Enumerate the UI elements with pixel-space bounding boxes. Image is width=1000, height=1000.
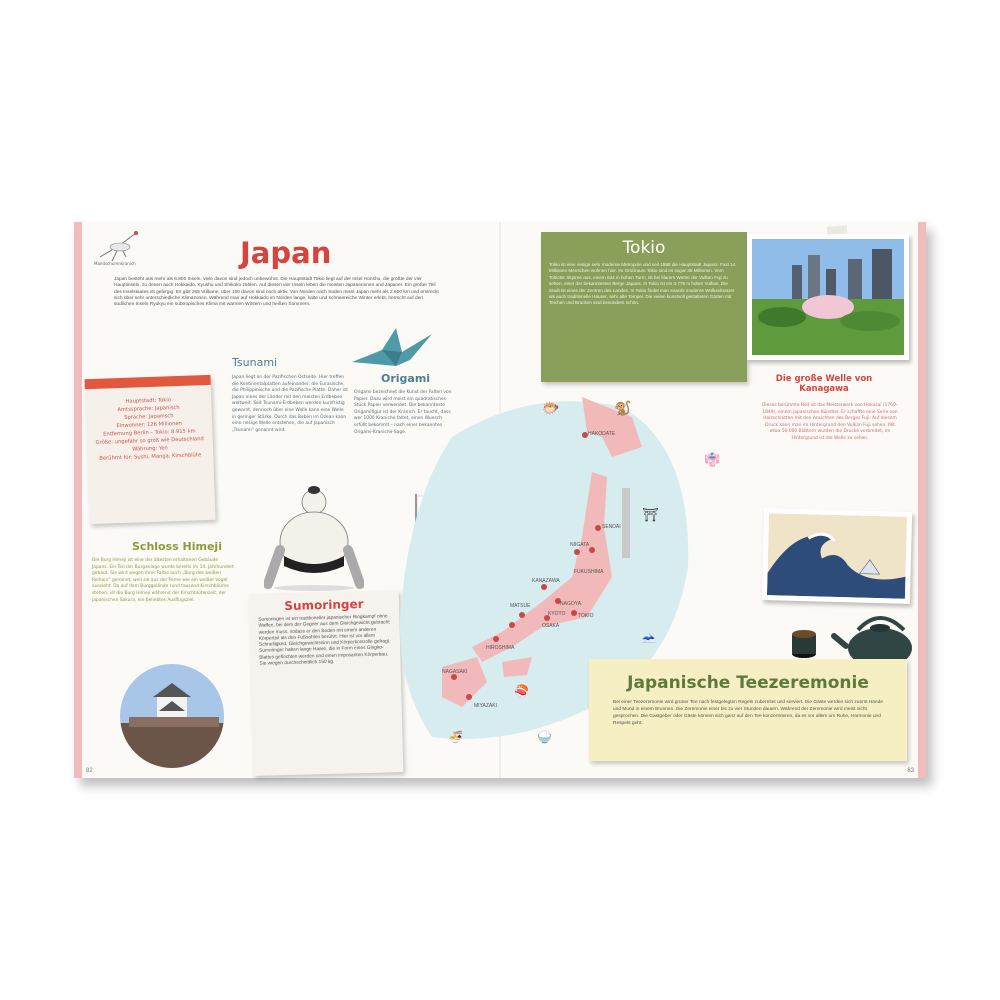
tea-text: Bei einer Teezeremonie wird grüner Tee nach festgelegten Regeln zubereitet und serviert. Die Gäste werden sich zuerst Hände und Mund in einem Brunnen. Die Zeremonie einer bis zu vier Stunden dauern. Während der Zeremonie wird meist nicht gesprochen. Die Gastgeber oder Gäste können sich ganz auf den Tee konzentrieren, da es vor allem um Ruhe, Harmonie und Respekt geht. bbox=[613, 700, 883, 726]
tsunami-title: Tsunami bbox=[232, 356, 278, 369]
intro-text: Japan besteht aus mehr als 6.800 Inseln, viele davon sind jedoch unbewohnt. Die Hauptstadt Tokio liegt auf der Insel Honshu, die größte der vier Hauptinseln, zu denen auch Hokkaido, Kyushu und Shikoku zählen. Auf diesen vier Inseln leben die meisten Japanerinnen und Japaner. Ein großer Teil des Inselstaates ist gebirgig. Es gibt 265 Vulkane, über 100 davon sind noch aktiv. Von Norden nach Süden misst Japan mehr als 2.600 km und erstreckt sich über sehr unterschiedliche Klimazonen. Während man auf Hokkaido im Norden lange, kalte und schneereiche Winter erlebt, herrscht auf den südlichen Inseln Ryukyu ein subtropisches Klima mit warmen Wintern und heißen Sommern. bbox=[114, 277, 439, 308]
origami-crane-icon bbox=[350, 322, 436, 374]
fact-card bbox=[85, 375, 216, 524]
origami-title: Origami bbox=[381, 372, 431, 385]
page-number-right: 83 bbox=[907, 768, 914, 774]
wave-text: Dieses berühmte Bild ist das Meisterwerk von Hokusai (1760–1849), einem japanischen Künstler. Er schaffte eine Serie von Holzschnitten mit den Ansichten des Berges Fuji. Auf diesem Druck kann man im Hintergrund den Vulkan Fuji sehen. Mit etwa 50.000 Blättern wurden die Drucke verbreitet, im Hintergrund ist die Welle zu sehen. bbox=[762, 403, 898, 441]
kimono-icon: 👘 bbox=[704, 452, 721, 467]
fact-list bbox=[85, 385, 214, 463]
map-label: FUKUSHIMA bbox=[574, 569, 604, 575]
tokio-photo bbox=[747, 234, 909, 360]
map-label: KANAZAWA bbox=[532, 578, 560, 584]
tsunami-text: Japan liegt an der Pazifischen Ostseite. Hier treffen die Kontinentalplatten aufeinander: die Eurasische, die Philippinische und die Pazifische Platte. Daher ist Japan eines der Länder mit den meisten Erdbeben weltweit. Seit Tsunami-Erdbeben werden kurzfristig gewarnt, dennoch über eine Welle kann eine Welle in geringer Stärke. Durch das Beben im Ozean kann eine riesige Welle entstehen, die auf Japanisch „Tsunami“ genannt wird. bbox=[232, 375, 348, 433]
sushi-icon: 🍣 bbox=[514, 684, 529, 698]
map-label: HIROSHIMA bbox=[486, 645, 515, 651]
page-number-left: 82 bbox=[86, 768, 93, 774]
map-label: NAGOYA bbox=[560, 601, 582, 607]
sumo-wrestler-illustration bbox=[264, 480, 364, 592]
fact-item: Entfernung Berlin – Tokio: 8.915 km bbox=[103, 428, 196, 438]
tokio-photo-image bbox=[752, 239, 904, 355]
book-spread bbox=[74, 222, 926, 778]
fact-item: Sprache: Japanisch bbox=[124, 413, 174, 421]
ramen-icon: 🍜 bbox=[448, 730, 463, 744]
snow-monkey-icon: 🐒 bbox=[614, 400, 632, 416]
fact-item: Währung: Yen bbox=[132, 445, 168, 453]
fact-item: Einwohner: 126 Millionen bbox=[116, 420, 182, 430]
great-wave-image bbox=[767, 513, 907, 599]
sumo-text: Sumoringen ist ein traditioneller japanischer Ringkampf ohne Waffen, bei dem der Gegner aus dem Gleichgewicht gebracht werden muss, sodass er den Boden mit einem anderen Körperteil als den Fußsohlen berührt. Hier ist vor allem Schnelligkeit, Gleichgewichtssinn und Körperkontrolle gefragt. Sumoringer haben lange Haare, die in Form eines Gingko-Blattes geflochten werden und einen imposanten Körperbau. Sie wiegen durchschnittlich 150 kg. bbox=[258, 614, 391, 667]
himeji-castle-photo bbox=[119, 663, 225, 769]
tea-ceremony-box bbox=[589, 659, 907, 761]
map-label: OSAKA bbox=[542, 623, 560, 629]
tea-title: Japanische Teezeremonie bbox=[627, 673, 869, 693]
sumo-title: Sumoringer bbox=[284, 596, 364, 614]
crane-caption: Mandschurenkranich bbox=[94, 261, 136, 266]
map-label: KYOTO bbox=[548, 611, 566, 617]
map-label: SENDAI bbox=[602, 524, 621, 530]
great-wave-print bbox=[762, 508, 912, 604]
tape-clip bbox=[827, 225, 848, 234]
fugu-icon: 🐡 bbox=[542, 400, 560, 416]
tokio-text: Tokio ist eine riesige sehr moderne Metropole und seit 1868 die Hauptstadt Japans. Fast 14 Millionen Menschen wohnen hier. Im Großraum Tokio sind es sogar 38 Millionen. Vom Tokioter Skytree aus, einem 634 m hohen Turm, ist bei klarem Wetter der Vulkan Fuji zu sehen, einer der bekanntesten Berge Japans. In Tokio ist ein 3.776 m hoher Vulkan. Die Stadt ist eines der Zentren des Landes. In Tokio findet man sowohl moderne Wolkenkratzer als auch traditionelle Häuser, sehr alte Tempel. Die vielen kunstvoll gestalteten Gärten mit Teichen und Brücken sind besonders schön. bbox=[549, 262, 736, 306]
map-label: MATSUE bbox=[510, 603, 531, 609]
fuji-icon: 🗻 bbox=[640, 627, 658, 643]
torii-icon: ⛩ bbox=[642, 507, 659, 522]
himeji-title: Schloss Himeji bbox=[132, 540, 222, 553]
fact-item: Berühmt für: Sushi, Manga, Kirschblüte bbox=[99, 452, 202, 462]
origami-text: Origami bezeichnet die Kunst der Falten von Papier. Dazu wird meist ein quadratisches Stück Papier verwendet. Die bekannteste Origamifigur ist der Kranich. Er taucht, dass wer 1000 Kraniche faltet, einen Wunsch erfüllt bekommt – nach einer bekannten Origami-Kraniche-Sage. bbox=[354, 390, 452, 435]
left-page-edge bbox=[74, 222, 82, 778]
map-label: MIYAZAKI bbox=[474, 703, 497, 709]
fact-item: Hauptstadt: Tokio bbox=[125, 397, 172, 405]
sumo-note bbox=[249, 590, 404, 776]
tokio-box bbox=[541, 232, 747, 382]
map-label: NIIGATA bbox=[570, 542, 590, 548]
skytree-icon bbox=[622, 488, 630, 558]
right-page-edge bbox=[918, 222, 926, 778]
map-label: TOKIO bbox=[578, 613, 594, 619]
fact-item: Amtssprache: Japanisch bbox=[117, 404, 180, 414]
map-label: NAGASAKI bbox=[442, 669, 468, 675]
wave-title: Die große Welle von Kanagawa bbox=[775, 374, 873, 394]
tokio-title: Tokio bbox=[622, 238, 666, 258]
fact-item: Größe: ungefähr so groß wie Deutschland bbox=[95, 436, 204, 446]
page-title: Japan bbox=[240, 236, 332, 270]
himeji-text: Die Burg Himeji ist eine der ältesten erhaltenen Gebäude Japans. Ein Teil der Burganlage wurde bereits im 14. Jahrhundert gebaut. Sie wird wegen ihrer Farbe auch „Burg des weißen Reihers“ genannt, weil sie aus der Ferne wie ein weißer Vogel aussieht. Da auf dem Burggelände rund tausend Kirschbäume stehen, ist die Burg Himeji während der Kirschblütenzeit, der japanischen Sakura, ein beliebtes Ausflugsziel. bbox=[92, 558, 234, 603]
rice-icon: 🍚 bbox=[537, 730, 552, 744]
map-label: HAKODATE bbox=[588, 431, 616, 437]
